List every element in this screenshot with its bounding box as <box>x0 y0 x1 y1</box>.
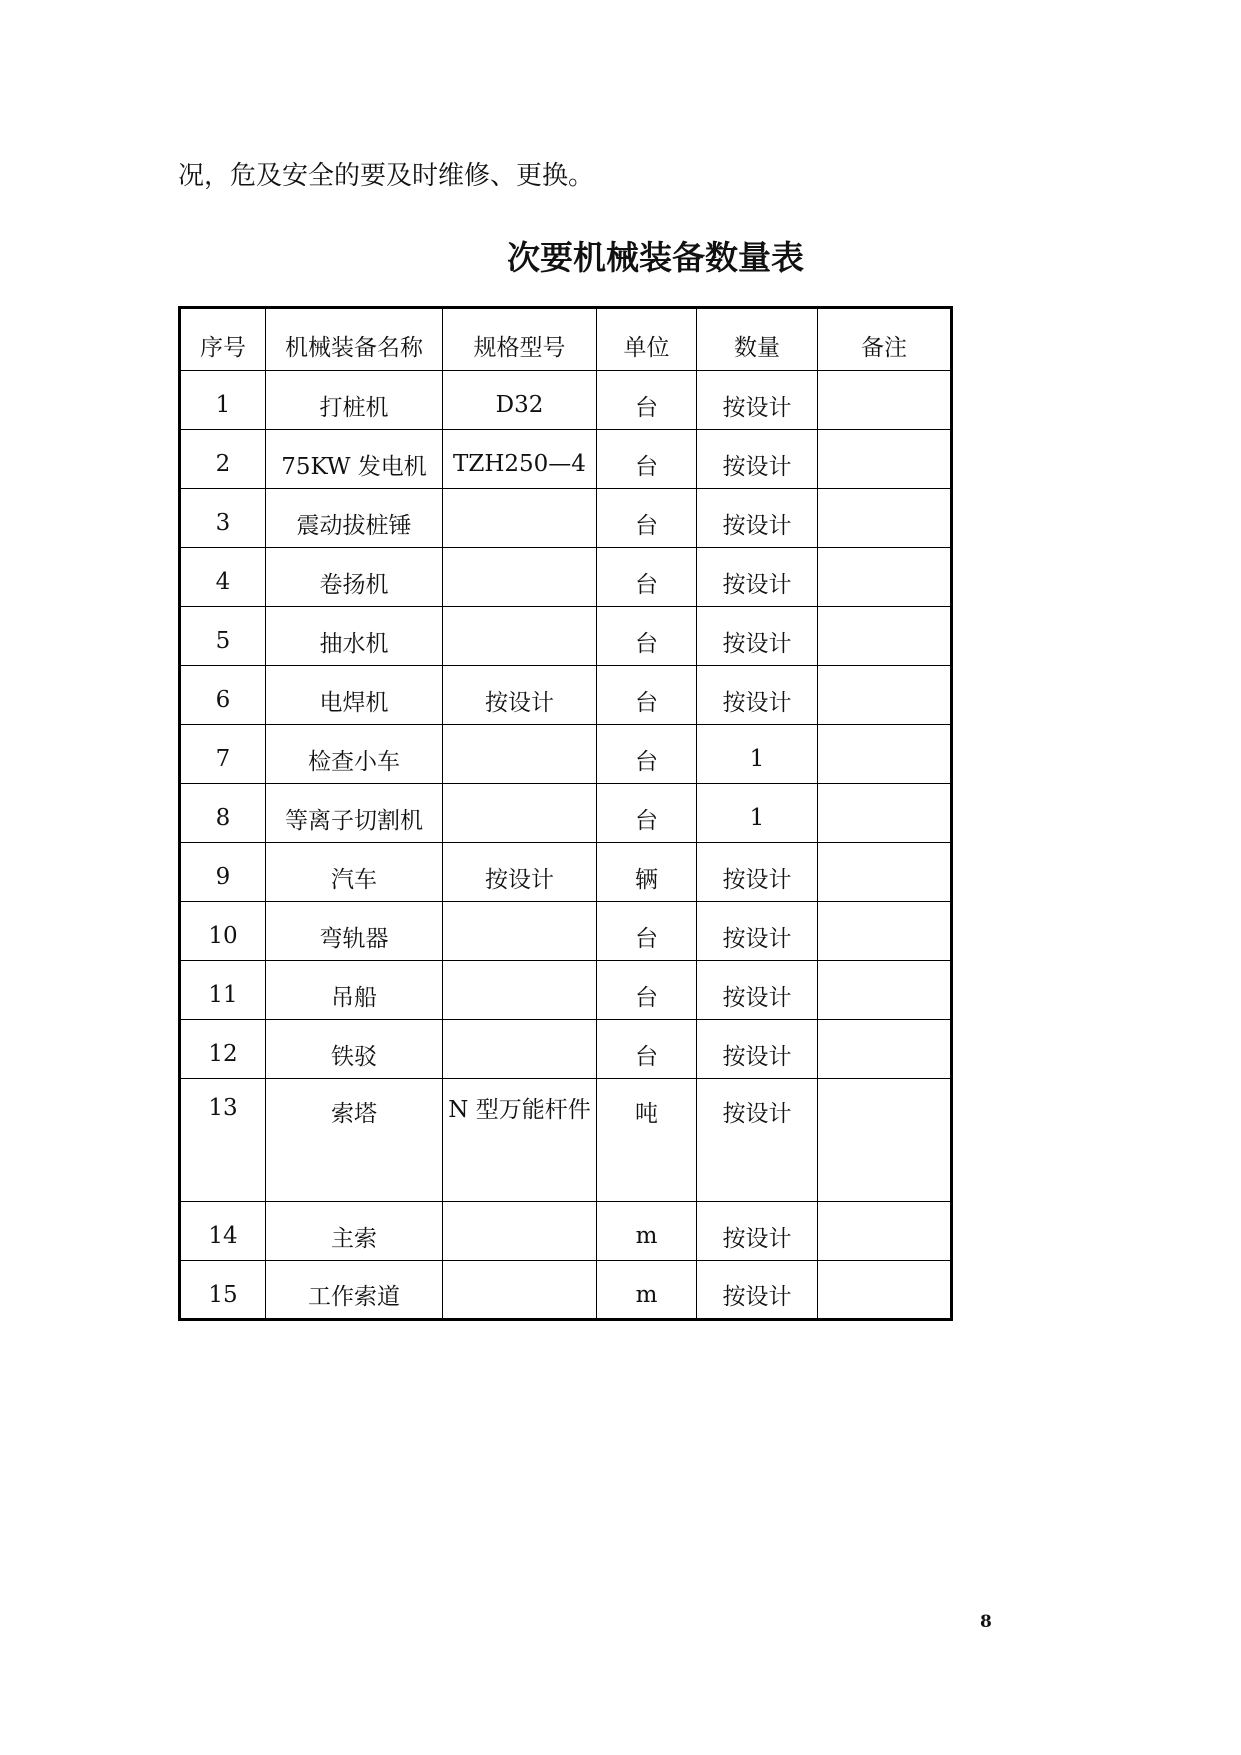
cell-no: 4 <box>180 548 266 607</box>
cell-name: 汽车 <box>266 843 443 902</box>
cell-unit: m <box>597 1261 697 1320</box>
cell-spec <box>443 1020 597 1079</box>
cell-unit: 辆 <box>597 843 697 902</box>
cell-no: 14 <box>180 1202 266 1261</box>
table-row <box>180 607 952 666</box>
cell-note <box>818 548 952 607</box>
cell-unit: 台 <box>597 489 697 548</box>
cell-unit: 台 <box>597 607 697 666</box>
cell-no: 12 <box>180 1020 266 1079</box>
cell-unit: 台 <box>597 371 697 430</box>
cell-name: 等离子切割机 <box>266 784 443 843</box>
table-row <box>180 1202 952 1261</box>
cell-quantity: 按设计 <box>697 607 818 666</box>
cell-no: 13 <box>180 1079 266 1202</box>
table-row <box>180 1079 952 1202</box>
cell-quantity: 按设计 <box>697 371 818 430</box>
cell-name: 检查小车 <box>266 725 443 784</box>
cell-quantity: 按设计 <box>697 548 818 607</box>
cell-spec <box>443 784 597 843</box>
cell-unit: 台 <box>597 961 697 1020</box>
cell-spec <box>443 1261 597 1320</box>
equipment-table <box>178 306 953 1321</box>
table-row <box>180 666 952 725</box>
cell-note <box>818 784 952 843</box>
body-paragraph: 况，危及安全的要及时维修、更换。 <box>178 161 595 191</box>
cell-no: 10 <box>180 902 266 961</box>
table-row <box>180 725 952 784</box>
cell-unit: 台 <box>597 902 697 961</box>
cell-unit: 吨 <box>597 1079 697 1202</box>
cell-name: 索塔 <box>266 1079 443 1202</box>
table-row <box>180 548 952 607</box>
cell-no: 11 <box>180 961 266 1020</box>
cell-spec <box>443 902 597 961</box>
cell-no: 6 <box>180 666 266 725</box>
table-row <box>180 961 952 1020</box>
cell-no: 3 <box>180 489 266 548</box>
cell-name: 工作索道 <box>266 1261 443 1320</box>
cell-no: 7 <box>180 725 266 784</box>
table-row <box>180 902 952 961</box>
cell-spec: TZH250—4 <box>443 430 597 489</box>
cell-name: 电焊机 <box>266 666 443 725</box>
cell-spec <box>443 725 597 784</box>
cell-quantity: 按设计 <box>697 843 818 902</box>
cell-no: 15 <box>180 1261 266 1320</box>
cell-name: 抽水机 <box>266 607 443 666</box>
table-row <box>180 489 952 548</box>
cell-spec <box>443 489 597 548</box>
cell-no: 8 <box>180 784 266 843</box>
cell-name: 吊船 <box>266 961 443 1020</box>
cell-note <box>818 1261 952 1320</box>
cell-name: 弯轨器 <box>266 902 443 961</box>
cell-unit: 台 <box>597 548 697 607</box>
cell-quantity: 按设计 <box>697 961 818 1020</box>
table-row <box>180 371 952 430</box>
table-row <box>180 430 952 489</box>
table-row <box>180 1020 952 1079</box>
header-unit: 单位 <box>597 308 697 371</box>
cell-note <box>818 607 952 666</box>
cell-note <box>818 1079 952 1202</box>
cell-name: 主索 <box>266 1202 443 1261</box>
cell-note <box>818 666 952 725</box>
table-title: 次要机械装备数量表 <box>507 238 804 277</box>
cell-quantity: 按设计 <box>697 1079 818 1202</box>
page-number: 8 <box>980 1612 992 1632</box>
cell-spec: D32 <box>443 371 597 430</box>
cell-no: 9 <box>180 843 266 902</box>
header-spec: 规格型号 <box>443 308 597 371</box>
cell-note <box>818 489 952 548</box>
cell-name: 铁驳 <box>266 1020 443 1079</box>
table-header-row <box>180 308 952 371</box>
cell-unit: 台 <box>597 725 697 784</box>
header-note: 备注 <box>818 308 952 371</box>
header-quantity: 数量 <box>697 308 818 371</box>
table-row <box>180 843 952 902</box>
cell-note <box>818 1202 952 1261</box>
cell-quantity: 1 <box>697 784 818 843</box>
cell-quantity: 按设计 <box>697 666 818 725</box>
cell-spec: 按设计 <box>443 666 597 725</box>
cell-note <box>818 725 952 784</box>
cell-quantity: 按设计 <box>697 1261 818 1320</box>
cell-quantity: 按设计 <box>697 1020 818 1079</box>
table-row <box>180 784 952 843</box>
cell-unit: 台 <box>597 784 697 843</box>
cell-name: 75KW 发电机 <box>266 430 443 489</box>
cell-note <box>818 1020 952 1079</box>
header-name: 机械装备名称 <box>266 308 443 371</box>
cell-name: 打桩机 <box>266 371 443 430</box>
cell-note <box>818 371 952 430</box>
cell-name: 震动拔桩锤 <box>266 489 443 548</box>
cell-no: 5 <box>180 607 266 666</box>
cell-spec <box>443 548 597 607</box>
header-no: 序号 <box>180 308 266 371</box>
cell-spec: 按设计 <box>443 843 597 902</box>
cell-spec <box>443 961 597 1020</box>
cell-note <box>818 961 952 1020</box>
cell-spec <box>443 1202 597 1261</box>
cell-note <box>818 430 952 489</box>
cell-quantity: 按设计 <box>697 902 818 961</box>
cell-unit: 台 <box>597 1020 697 1079</box>
cell-name: 卷扬机 <box>266 548 443 607</box>
cell-spec <box>443 607 597 666</box>
cell-quantity: 1 <box>697 725 818 784</box>
cell-quantity: 按设计 <box>697 1202 818 1261</box>
cell-no: 2 <box>180 430 266 489</box>
cell-unit: m <box>597 1202 697 1261</box>
cell-quantity: 按设计 <box>697 489 818 548</box>
cell-quantity: 按设计 <box>697 430 818 489</box>
cell-spec: N 型万能杆件 <box>443 1079 597 1202</box>
cell-no: 1 <box>180 371 266 430</box>
cell-note <box>818 843 952 902</box>
cell-unit: 台 <box>597 430 697 489</box>
cell-note <box>818 902 952 961</box>
cell-unit: 台 <box>597 666 697 725</box>
table-row <box>180 1261 952 1320</box>
